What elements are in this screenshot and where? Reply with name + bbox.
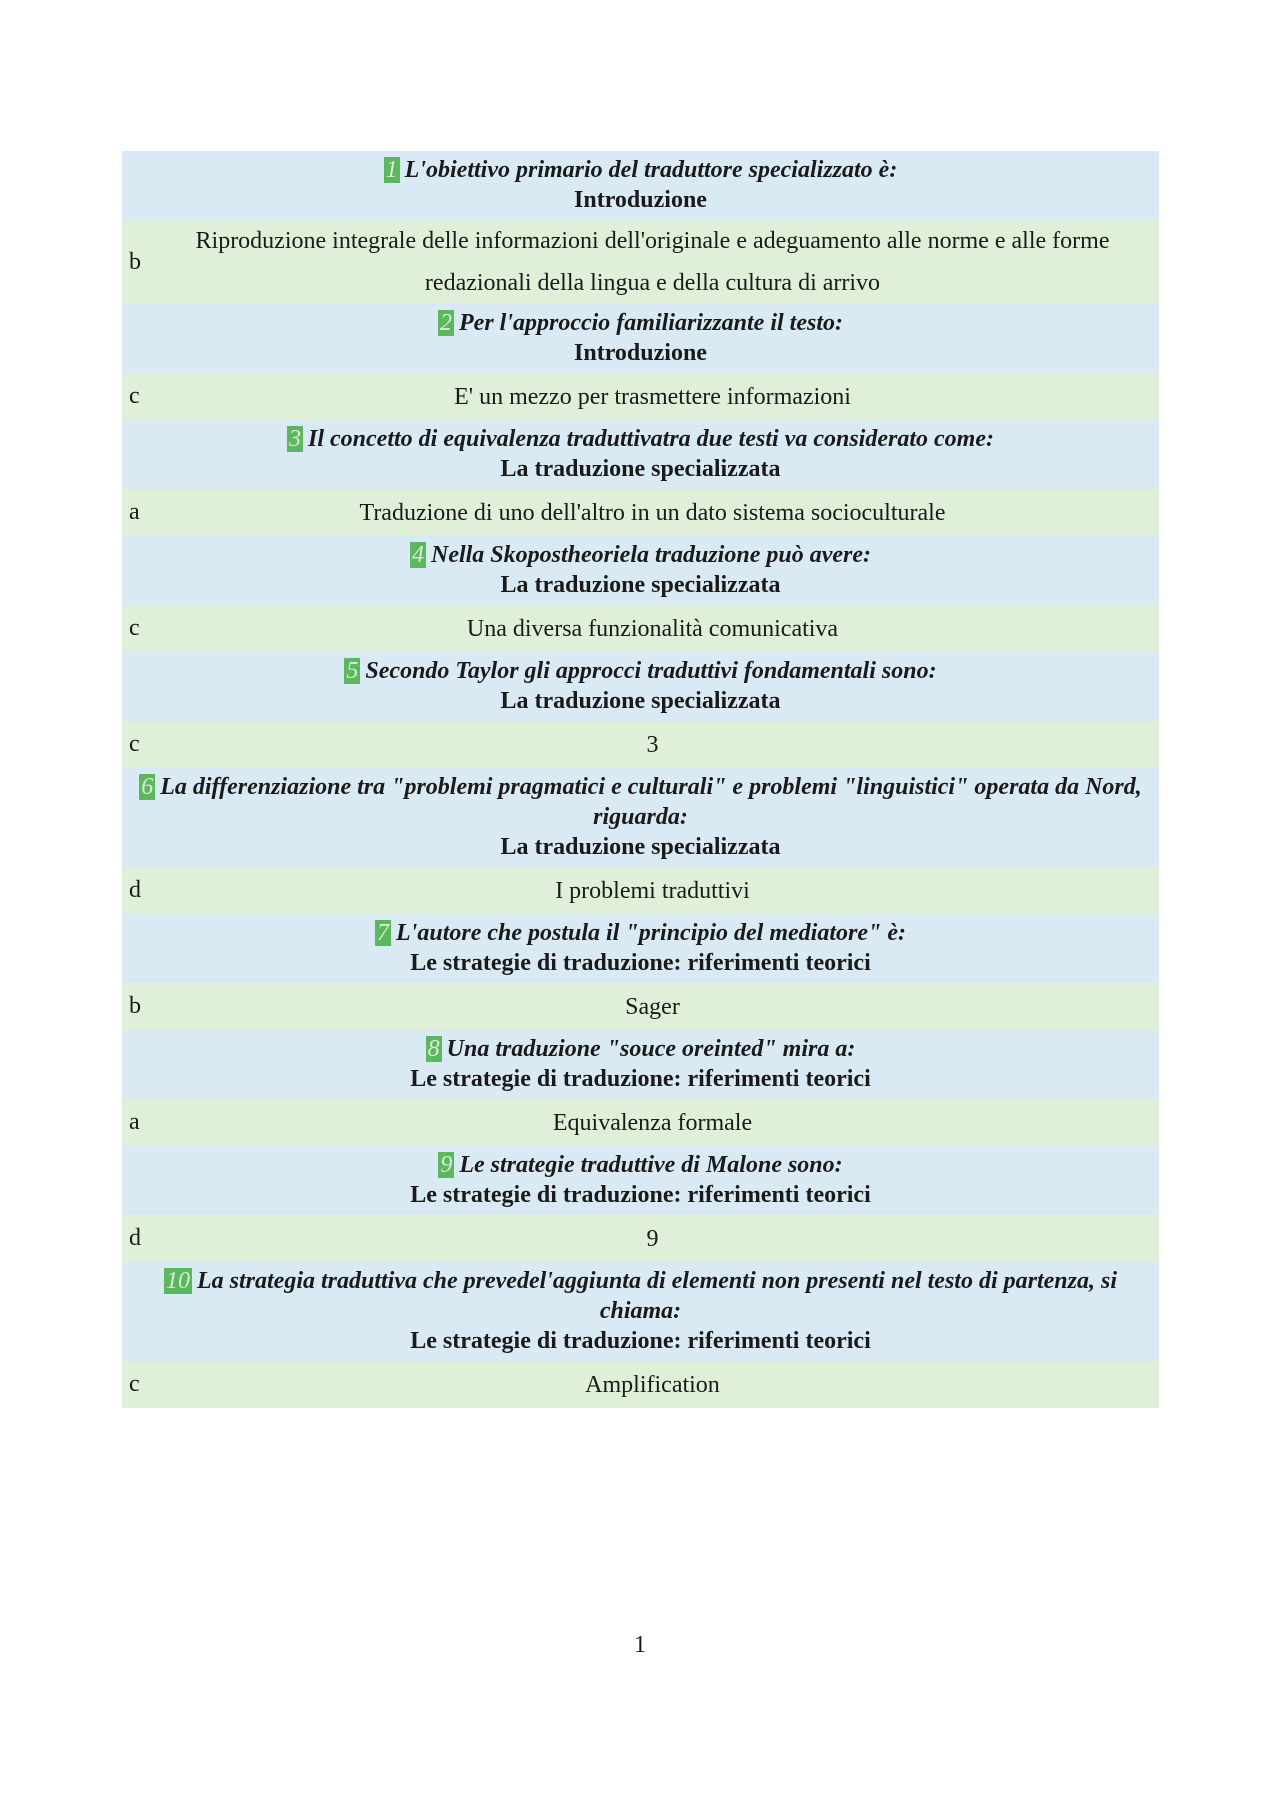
question-row [122,914,1159,983]
answer-letter: a [129,499,140,525]
page-number: 1 [634,1632,646,1658]
question-number-badge: 3 [289,426,302,452]
answer-row [122,1099,1159,1146]
question-section: La traduzione specializzata [500,572,781,598]
answer-letter: c [129,1371,140,1397]
question-row [122,768,1159,867]
question-text: Le strategie traduttive di Malone sono: [459,1152,843,1178]
answer-letter: c [129,383,140,409]
question-number-badge: 9 [440,1152,453,1178]
question-section: Le strategie di traduzione: riferimenti teorici [410,1328,871,1354]
answer-text: Traduzione di uno dell'altro in un dato sistema socioculturale [359,499,946,526]
answer-text: Amplification [585,1371,720,1398]
answer-letter: a [129,1109,140,1135]
question-row [122,1146,1159,1215]
answer-text: I problemi traduttivi [555,877,750,904]
question-text: Nella Skopostheoriela traduzione può avere: [430,542,871,568]
answer-row [122,605,1159,652]
answer-letter: c [129,615,140,641]
answer-letter: d [129,877,141,903]
answer-text: 9 [646,1225,659,1252]
answer-letter: d [129,1225,141,1251]
question-section: Introduzione [574,340,707,366]
question-text: Il concetto di equivalenza traduttivatra due testi va considerato come: [308,426,994,452]
question-row [122,304,1159,373]
answer-letter: b [129,993,141,1019]
question-row [122,1030,1159,1099]
question-text: La strategia traduttiva che prevedel'aggiunta di elementi non presenti nel testo di partenza, si chiama: [196,1268,1117,1324]
question-text: L'autore che postula il "principio del mediatore" è: [396,920,906,946]
question-number-badge: 10 [165,1268,190,1294]
answer-row [122,489,1159,536]
answer-text: Una diversa funzionalità comunicativa [466,615,839,642]
question-section: Introduzione [574,187,707,213]
question-number-badge: 8 [427,1036,440,1062]
question-section: Le strategie di traduzione: riferimenti teorici [410,1066,871,1092]
answer-row [122,1215,1159,1262]
question-section: La traduzione specializzata [500,688,781,714]
question-section: La traduzione specializzata [500,456,781,482]
question-section: Le strategie di traduzione: riferimenti teorici [410,1182,871,1208]
question-row [122,536,1159,605]
question-number-badge: 5 [346,658,359,684]
question-text: Secondo Taylor gli approcci traduttivi fondamentali sono: [365,658,937,684]
question-text: Per l'approccio familiarizzante il testo: [459,310,843,336]
answer-row [122,373,1159,420]
question-section: Le strategie di traduzione: riferimenti teorici [410,950,871,976]
answer-row [122,220,1159,304]
answer-letter: b [129,248,141,275]
answer-text: E' un mezzo per trasmettere informazioni [454,383,851,410]
answer-row [122,721,1159,768]
question-text: La differenziazione tra "problemi pragmatici e culturali" e problemi "linguistici" operata da Nord, riguarda: [160,774,1142,830]
answer-row [122,867,1159,914]
question-row [122,652,1159,721]
question-number-badge: 6 [141,774,154,800]
question-text: L'obiettivo primario del traduttore specializzato è: [404,157,898,183]
quiz-table [122,151,1159,1408]
answer-row [122,983,1159,1030]
question-number-badge: 2 [440,310,452,336]
answer-row [122,1361,1159,1408]
answer-text: Equivalenza formale [552,1109,753,1136]
question-row [122,151,1159,220]
answer-text: Sager [625,993,680,1020]
answer-text: 3 [646,731,659,758]
question-text: Una traduzione "souce oreinted" mira a: [446,1036,856,1062]
answer-letter: c [129,731,140,757]
question-row [122,420,1159,489]
question-number-badge: 4 [411,542,424,568]
question-section: La traduzione specializzata [500,834,781,860]
question-number-badge: 7 [377,920,390,946]
answer-text: Riproduzione integrale delle informazioni dell'originale e adeguamento alle norme e alle forme redazionali della lingua e della cultura di arrivo [195,228,1110,296]
question-row [122,1262,1159,1361]
question-number-badge: 1 [385,157,398,183]
